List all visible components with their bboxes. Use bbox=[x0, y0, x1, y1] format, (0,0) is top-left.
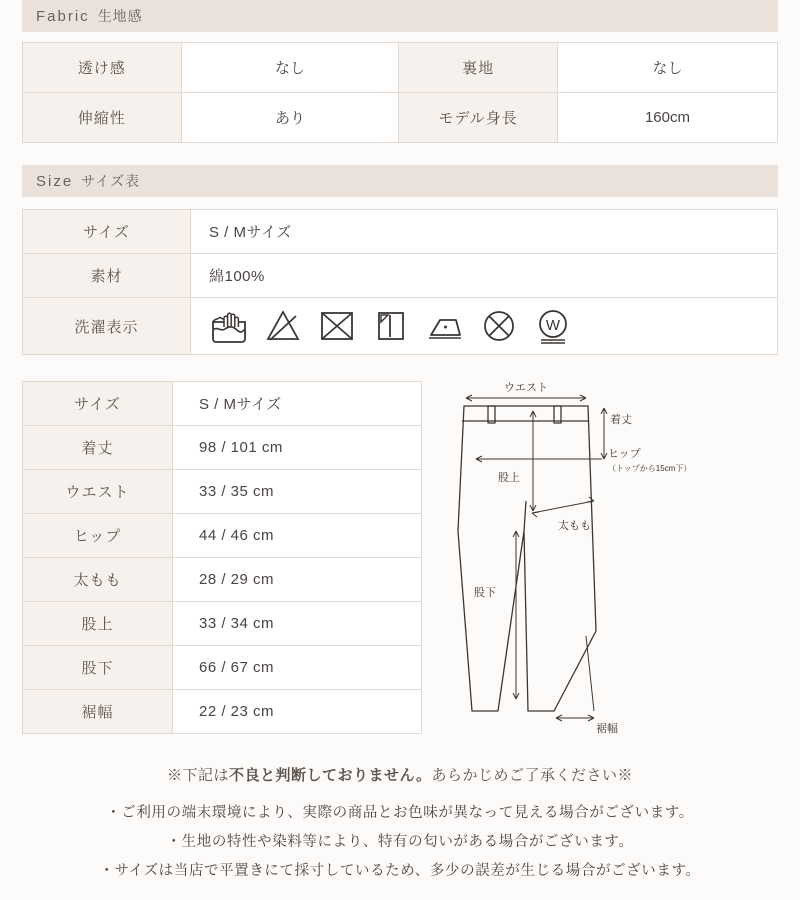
notes-title-strong: 不良と判断しておりません。 bbox=[229, 767, 432, 784]
fabric-label-lining: 裏地 bbox=[399, 43, 558, 93]
meas-value-1: 33 / 35 cm bbox=[173, 470, 422, 514]
meas-label-6: 裾幅 bbox=[23, 690, 173, 734]
diagram-label-rise: 股上 bbox=[498, 472, 520, 484]
pants-diagram-svg bbox=[436, 381, 776, 741]
table-row bbox=[23, 514, 422, 558]
measurement-table-wrap bbox=[22, 381, 422, 746]
table-row bbox=[23, 690, 422, 734]
size-label-size: サイズ bbox=[23, 210, 191, 254]
table-row bbox=[23, 93, 778, 143]
fabric-value-sheer: なし bbox=[181, 43, 399, 93]
note-line-1: ・生地の特性や染料等により、特有の匂いがある場合がございます。 bbox=[166, 834, 634, 850]
measurement-table bbox=[22, 381, 422, 734]
table-row bbox=[23, 470, 422, 514]
notes-title-suffix: あらかじめご了承ください※ bbox=[431, 767, 633, 784]
no-bleach-icon bbox=[263, 306, 303, 346]
fabric-value-stretch: あり bbox=[181, 93, 399, 143]
notes-section bbox=[22, 764, 778, 886]
diagram-label-hip: ヒップ bbox=[608, 448, 641, 460]
size-value-size: S / Mサイズ bbox=[191, 210, 778, 254]
size-table-wrap bbox=[22, 209, 778, 355]
diagram-label-hip-note: （トップから15cm下） bbox=[608, 464, 692, 473]
diagram-label-hem: 裾幅 bbox=[596, 723, 618, 735]
table-row bbox=[23, 426, 422, 470]
size-section-heading bbox=[22, 165, 778, 197]
table-row bbox=[23, 602, 422, 646]
meas-label-5: 股下 bbox=[23, 646, 173, 690]
fabric-value-model-height: 160cm bbox=[557, 93, 777, 143]
fabric-table bbox=[22, 42, 778, 143]
wash-icon-row bbox=[201, 306, 767, 346]
fabric-section-heading bbox=[22, 0, 778, 32]
meas-value-3: 28 / 29 cm bbox=[173, 558, 422, 602]
meas-header-value: S / Mサイズ bbox=[173, 382, 422, 426]
meas-label-2: ヒップ bbox=[23, 514, 173, 558]
fabric-heading-jp: 生地感 bbox=[97, 8, 143, 24]
drip-dry-shade-icon bbox=[371, 306, 411, 346]
iron-low-icon bbox=[425, 306, 465, 346]
diagram-label-waist: ウエスト bbox=[504, 382, 548, 394]
meas-value-2: 44 / 46 cm bbox=[173, 514, 422, 558]
fabric-label-model-height: モデル身長 bbox=[399, 93, 558, 143]
fabric-value-lining: なし bbox=[557, 43, 777, 93]
table-row bbox=[23, 646, 422, 690]
table-row bbox=[23, 254, 778, 298]
meas-value-0: 98 / 101 cm bbox=[173, 426, 422, 470]
diagram-label-length: 着丈 bbox=[610, 414, 632, 426]
meas-label-0: 着丈 bbox=[23, 426, 173, 470]
notes-title-prefix: ※下記は bbox=[167, 767, 230, 784]
diagram-label-thigh: 太もも bbox=[558, 520, 591, 532]
table-row bbox=[23, 43, 778, 93]
note-line-2: ・サイズは当店で平置きにて採寸しているため、多少の誤差が生じる場合がございます。 bbox=[99, 863, 701, 879]
meas-value-5: 66 / 67 cm bbox=[173, 646, 422, 690]
pants-measurement-diagram bbox=[436, 381, 778, 746]
no-dry-clean-icon bbox=[479, 306, 519, 346]
meas-value-4: 33 / 34 cm bbox=[173, 602, 422, 646]
table-row bbox=[23, 298, 778, 355]
fabric-table-wrap bbox=[22, 42, 778, 143]
wet-clean-icon bbox=[533, 306, 573, 346]
size-label-material: 素材 bbox=[23, 254, 191, 298]
table-row bbox=[23, 558, 422, 602]
size-table bbox=[22, 209, 778, 355]
notes-title bbox=[22, 764, 778, 785]
measurement-area bbox=[22, 381, 778, 746]
size-label-wash: 洗濯表示 bbox=[23, 298, 191, 355]
wash-icons-cell bbox=[191, 298, 778, 355]
size-value-material: 綿100% bbox=[191, 254, 778, 298]
meas-label-4: 股上 bbox=[23, 602, 173, 646]
meas-value-6: 22 / 23 cm bbox=[173, 690, 422, 734]
no-tumble-dry-icon bbox=[317, 306, 357, 346]
meas-label-3: 太もも bbox=[23, 558, 173, 602]
size-heading-jp: サイズ表 bbox=[81, 173, 141, 189]
fabric-label-sheer: 透け感 bbox=[23, 43, 182, 93]
fabric-heading-en: Fabric bbox=[36, 8, 90, 25]
size-heading-en: Size bbox=[36, 173, 74, 190]
hand-wash-icon bbox=[209, 306, 249, 346]
svg-text:W: W bbox=[545, 317, 561, 334]
meas-header-label: サイズ bbox=[23, 382, 173, 426]
table-row bbox=[23, 210, 778, 254]
table-row bbox=[23, 382, 422, 426]
note-line-0: ・ご利用の端末環境により、実際の商品とお色味が異なって見える場合がございます。 bbox=[106, 805, 694, 821]
meas-label-1: ウエスト bbox=[23, 470, 173, 514]
fabric-label-stretch: 伸縮性 bbox=[23, 93, 182, 143]
diagram-label-inseam: 股下 bbox=[474, 587, 496, 599]
